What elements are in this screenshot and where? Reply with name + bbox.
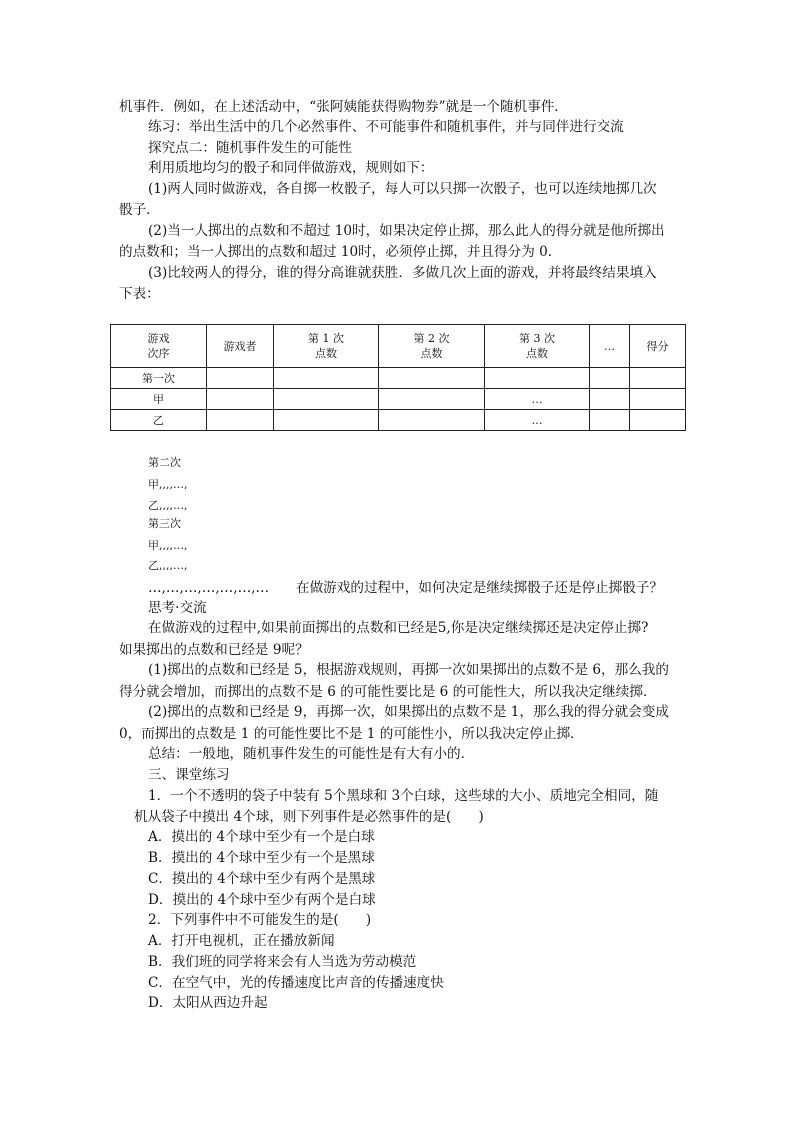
record-line: 第二次 xyxy=(148,456,181,469)
paragraph-line: 探究点二：随机事件发生的可能性 xyxy=(148,140,352,156)
paragraph-line: 利用质地均匀的骰子和同伴做游戏，规则如下： xyxy=(148,160,434,176)
paragraph-line: B．摸出的 4个球中至少有一个是黑球 xyxy=(148,850,375,866)
paragraph-line: (1)掷出的点数和已经是 5，根据游戏规则，再掷一次如果掷出的点数不是 6，那么我的 xyxy=(148,662,669,678)
table-cell xyxy=(379,368,485,389)
paragraph-line: C．摸出的 4个球中至少有两个是黑球 xyxy=(148,871,376,887)
table-cell xyxy=(379,389,485,410)
paragraph-line: D．太阳从西边升起 xyxy=(148,995,268,1011)
paragraph-line: B．我们班的同学将来会有人当选为劳动模范 xyxy=(148,954,417,970)
table-cell: … xyxy=(485,389,590,410)
record-line: 乙,,,,…, xyxy=(148,559,188,572)
table-cell xyxy=(630,389,686,410)
paragraph-line: A．摸出的 4个球中至少有一个是白球 xyxy=(148,829,375,845)
score-table xyxy=(110,324,686,431)
paragraph-line: C．在空气中，光的传播速度比声音的传播速度快 xyxy=(148,975,444,991)
paragraph-line: 的点数和；当一人掷出的点数和超过 10时，必须停止掷，并且得分为 0. xyxy=(119,244,553,260)
record-line: 甲,,,,…, xyxy=(148,478,188,491)
paragraph-line: D．摸出的 4个球中至少有两个是白球 xyxy=(148,892,376,908)
table-cell: 第一次 xyxy=(111,368,207,389)
table-cell xyxy=(630,410,686,431)
paragraph-line: (1)两人同时做游戏，各自掷一枚骰子，每人可以只掷一次骰子，也可以连续地掷几次 xyxy=(148,181,657,197)
table-cell xyxy=(630,368,686,389)
table-cell xyxy=(274,410,379,431)
table-cell xyxy=(485,368,590,389)
table-header-cell: 第 3 次 点数 xyxy=(485,325,590,368)
record-line: 第三次 xyxy=(148,517,181,530)
paragraph-line: 三、课堂练习 xyxy=(148,767,230,783)
paragraph-line: 思考·交流 xyxy=(148,600,207,616)
table-cell xyxy=(590,389,630,410)
table-cell xyxy=(590,410,630,431)
table-cell xyxy=(274,389,379,410)
table-header-cell: … xyxy=(590,325,630,368)
table-header-cell: 第 1 次 点数 xyxy=(274,325,379,368)
table-cell xyxy=(207,368,274,389)
table-row xyxy=(111,368,686,389)
table-cell: 甲 xyxy=(111,389,207,410)
paragraph-line: 机事件．例如，在上述活动中，“张阿姨能获得购物券”就是一个随机事件． xyxy=(119,99,568,115)
table-row xyxy=(111,389,686,410)
record-line: 甲,,,,…, xyxy=(148,539,188,552)
table-cell: … xyxy=(485,410,590,431)
table-cell xyxy=(207,389,274,410)
dots-line: …,…,…,…,…,…,… xyxy=(148,580,270,596)
table-cell xyxy=(379,410,485,431)
paragraph-line: (3)比较两人的得分，谁的得分高谁就获胜．多做几次上面的游戏，并将最终结果填入 xyxy=(148,265,657,281)
table-header-cell: 第 2 次 点数 xyxy=(379,325,485,368)
paragraph-line: 下表： xyxy=(119,286,160,302)
table-header-row xyxy=(111,325,686,368)
table-cell xyxy=(590,368,630,389)
paragraph-line: 1．一个不透明的袋子中装有 5个黑球和 3个白球，这些球的大小、质地完全相同，随 xyxy=(148,788,659,804)
inline-question: 在做游戏的过程中，如何决定是继续掷骰子还是停止掷骰子？ xyxy=(296,580,664,596)
table-cell: 乙 xyxy=(111,410,207,431)
paragraph-line: (2)掷出的点数和已经是 9，再掷一次，如果掷出的点数不是 1，那么我的得分就会变成 xyxy=(148,704,669,720)
paragraph-line: (2)当一人掷出的点数和不超过 10时，如果决定停止掷，那么此人的得分就是他所掷出 xyxy=(148,223,665,239)
paragraph-line: 0，而掷出的点数是 1 的可能性要比不是 1 的可能性小，所以我决定停止掷． xyxy=(119,726,584,742)
paragraph-line: 机从袋子中摸出 4个球，则下列事件是必然事件的是( ) xyxy=(134,809,484,825)
record-line: 乙,,,,…, xyxy=(148,499,188,512)
table-header-cell: 游戏 次序 xyxy=(111,325,207,368)
paragraph-line: 练习：举出生活中的几个必然事件、不可能事件和随机事件，并与同伴进行交流 xyxy=(148,119,624,135)
table-row xyxy=(111,410,686,431)
paragraph-line: 骰子． xyxy=(119,202,160,218)
paragraph-line: 得分就会增加，而掷出的点数不是 6 的可能性要比是 6 的可能性大，所以我决定继续掷． xyxy=(119,684,657,700)
table-header-cell: 游戏者 xyxy=(207,325,274,368)
table-cell xyxy=(207,410,274,431)
paragraph-line: 总结：一般地，随机事件发生的可能性是有大有小的． xyxy=(148,746,475,762)
paragraph-line: 2．下列事件中不可能发生的是( ) xyxy=(148,912,372,928)
table-header-cell: 得分 xyxy=(630,325,686,368)
paragraph-line: 在做游戏的过程中,如果前面掷出的点数和已经是5,你是决定继续掷还是决定停止掷? xyxy=(148,620,649,636)
paragraph-line: A．打开电视机，正在播放新闻 xyxy=(148,933,335,949)
table-cell xyxy=(274,368,379,389)
paragraph-line: 如果掷出的点数和已经是 9呢？ xyxy=(119,642,309,658)
